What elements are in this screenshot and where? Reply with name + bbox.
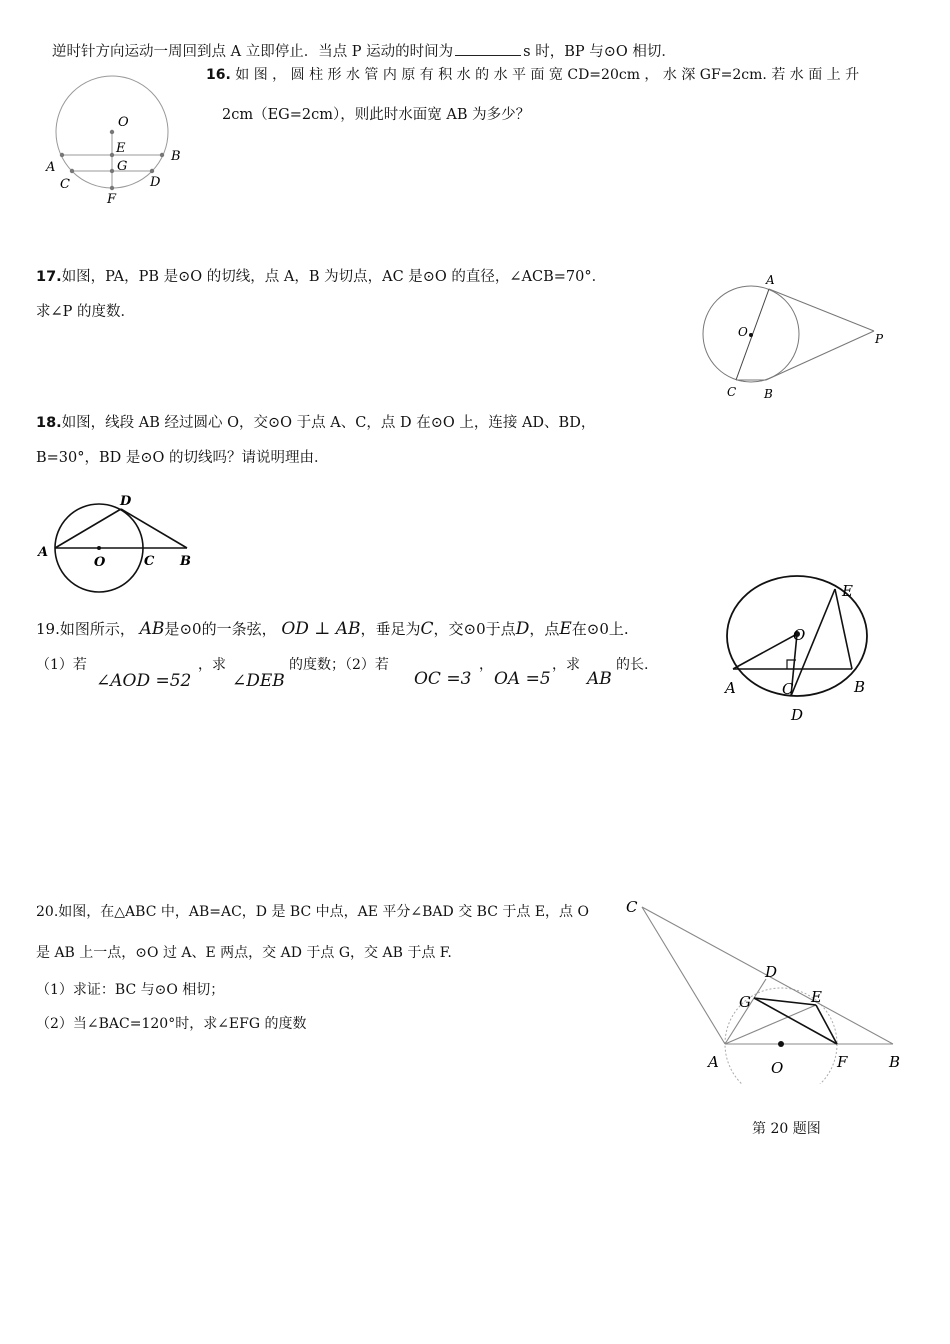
q17-text-1: 如图，PA，PB 是⊙O 的切线，点 A，B 为切点，AC 是⊙O 的直径，∠ACB=70°． (61, 269, 607, 285)
q18-line2: B=30°，BD 是⊙O 的切线吗？请说明理由． (36, 450, 329, 466)
q19-m-oc: OC =3 (414, 669, 472, 689)
q16-label-f: F (107, 192, 117, 207)
q20-caption: 第 20 题图 (752, 1121, 821, 1137)
q18-label-a: A (38, 545, 49, 560)
q19-m-od: OD ⊥ AB (281, 619, 361, 639)
q19-figure (715, 572, 890, 726)
q17-label-b: B (764, 387, 773, 401)
q16-label-g: G (117, 159, 128, 174)
q17-line1 (36, 269, 606, 286)
q19-p1-e: ，求 (552, 657, 580, 673)
q16-label-b: B (171, 149, 181, 164)
q17-number: 17. (36, 269, 62, 285)
q16-label-d: D (150, 175, 161, 190)
q19-circ-1: ⊙0 (179, 620, 202, 638)
q17-label-a: A (766, 273, 775, 287)
q20-line1: 20.如图，在△ABC 中，AB=AC，D 是 BC 中点，AE 平分∠BAD 交 BC 于点 E，点 O (36, 904, 589, 920)
q17-label-o: O (738, 325, 748, 339)
q19-t-d: ，垂足为 (360, 620, 421, 638)
q19-label-b: B (854, 678, 866, 696)
q19-m-d: D (515, 619, 530, 639)
q15-blank (455, 41, 521, 56)
q16-number: 16. (206, 67, 231, 83)
q19-t-f: 于点 (485, 620, 516, 638)
q16-label-a: A (46, 160, 56, 175)
q20-label-a: A (708, 1053, 719, 1071)
q15-text-a: 逆时针方向运动一周回到点 A 立即停止．当点 P 运动的时间为 (52, 44, 454, 60)
q18-text-1: 如图，线段 AB 经过圆心 O，交⊙O 于点 A、C，点 D 在⊙O 上，连接 AD、BD， (61, 415, 596, 431)
q19-m-deb: ∠DEB (232, 671, 285, 691)
q19-t-a: 19.如图所示， (36, 620, 135, 638)
q20-label-f: F (837, 1053, 848, 1071)
q19-p1-d: ， (479, 657, 493, 673)
q18-line1 (36, 415, 595, 432)
q20-label-b: B (889, 1053, 901, 1071)
q20-label-c: C (626, 898, 638, 916)
q16-line1 (206, 67, 859, 84)
q19-label-d: D (791, 706, 804, 724)
q19-m-e: E (559, 619, 572, 639)
q19-t-h: 在 (571, 620, 587, 638)
q19-t-i: 上. (608, 620, 629, 638)
q19-m-oa: OA =5 (494, 669, 551, 689)
q19-t-g: ，点 (529, 620, 560, 638)
q18-label-b: B (180, 554, 191, 569)
q17-label-c: C (727, 385, 737, 399)
q18-figure (36, 490, 196, 594)
q20-label-e: E (811, 988, 822, 1006)
q15-line (52, 41, 676, 61)
q18-label-d: D (120, 494, 132, 509)
q16-label-o: O (118, 115, 129, 130)
q19-p1-c: 的度数；（2）若 (289, 657, 389, 673)
q17-label-p: P (875, 332, 884, 346)
q19-m-c: C (420, 619, 434, 639)
q20-line2: 是 AB 上一点，⊙O 过 A、E 两点，交 AD 于点 G，交 AB 于点 F. (36, 945, 452, 961)
q19-line1 (36, 619, 629, 639)
q16-line2: 2cm（EG=2cm），则此时水面宽 AB 为多少？ (222, 107, 531, 123)
q16-figure (38, 70, 198, 210)
q19-t-e: ，交 (433, 620, 464, 638)
q20-label-d: D (765, 963, 778, 981)
q19-circ-3: ⊙0 (586, 620, 609, 638)
q15-text-b: s 时，BP 与⊙O 相切． (523, 44, 676, 60)
q16-label-c: C (60, 177, 70, 192)
q19-m-ab: AB (139, 619, 165, 639)
q19-label-c: C (782, 680, 794, 698)
q20-label-g: G (739, 993, 751, 1011)
q20-line3: （1）求证：BC 与⊙O 相切； (36, 982, 225, 998)
q20-line4: （2）当∠BAC=120°时，求∠EFG 的度数 (36, 1016, 307, 1032)
q19-label-a: A (725, 679, 736, 697)
q19-p1-b: ，求 (198, 657, 226, 673)
q19-t-b: 是 (164, 620, 180, 638)
q18-label-c: C (144, 554, 155, 569)
q19-m-aod: ∠AOD =52 (96, 671, 192, 691)
q16-label-e: E (116, 141, 126, 156)
q19-p1-f: 的长. (616, 657, 649, 673)
q17-figure (696, 268, 896, 408)
q18-number: 18. (36, 415, 62, 431)
q19-t-c: 的一条弦， (201, 620, 277, 638)
q19-circ-2: ⊙0 (463, 620, 486, 638)
q19-p1-a: （1）若 (36, 657, 87, 673)
q17-line2: 求∠P 的度数． (36, 304, 136, 320)
q19-label-e: E (842, 582, 853, 600)
q19-m-ab2: AB (587, 669, 612, 689)
q18-label-o: O (94, 555, 106, 570)
q20-label-o: O (771, 1059, 784, 1077)
q19-label-o: O (793, 626, 806, 644)
q20-figure (616, 892, 916, 1084)
q16-text-1: 如 图 ， 圆 柱 形 水 管 内 原 有 积 水 的 水 平 面 宽 CD=20cm ， 水 深 GF=2cm. 若 水 面 上 升 (235, 67, 860, 83)
